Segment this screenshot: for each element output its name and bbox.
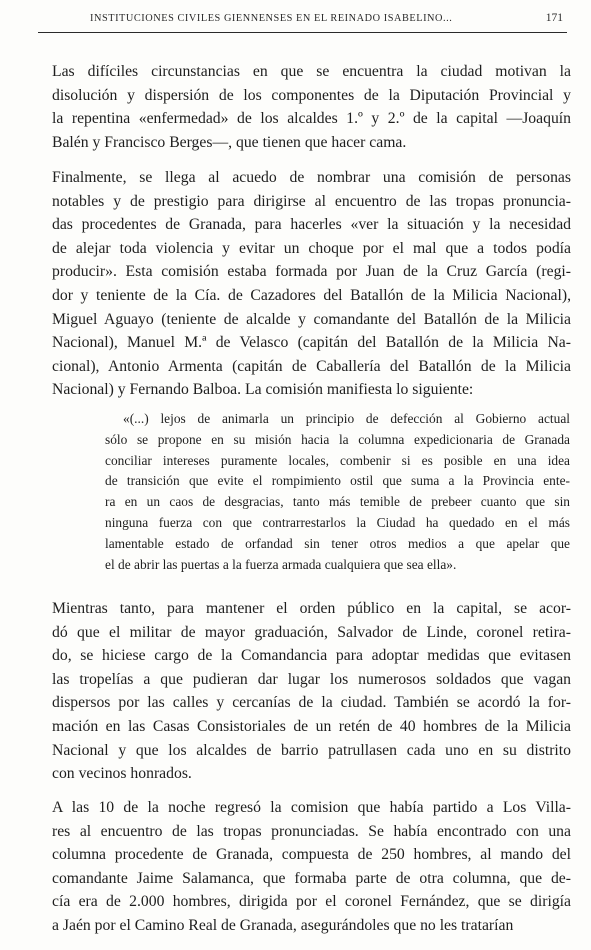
quote-line: de transición que evite el rompimiento ostil que suma a la Provincia ente- bbox=[105, 473, 570, 489]
text-line: de alejar toda violencia y evitar un choque por el mal que a todos podía bbox=[52, 239, 571, 257]
text-line: columna procedente de Granada, compuesta de 250 hombres, al mando del bbox=[52, 846, 571, 864]
text-line: Finalmente, se llega al acuedo de nombrar una comisión de personas bbox=[52, 169, 571, 186]
text-line: das procedentes de Granada, para hacerles «ver la situación y la necesidad bbox=[52, 216, 571, 234]
block-quote bbox=[105, 409, 570, 575]
text-line: la repentina «enfermedad» de los alcaldes 1.º y 2.º de la capital —Joaquín bbox=[52, 110, 571, 128]
text-line: mación en las Casas Consistoriales de un retén de 40 hombres de la Milicia bbox=[52, 717, 571, 735]
text-line: cional), Antonio Armenta (capitán de Caballería del Batallón de la Milicia bbox=[52, 357, 571, 375]
text-line: notables y de prestigio para dirigirse al encuentro de las tropas pronuncia- bbox=[52, 192, 571, 210]
text-line: a Jaén por el Camino Real de Granada, asegurándoles que no les tratarían bbox=[52, 916, 514, 934]
text-line: A las 10 de la noche regresó la comision que había partido a Los Villa- bbox=[52, 799, 571, 816]
quote-line: conciliar intereses puramente locales, combenir si es posible en una idea bbox=[105, 452, 570, 468]
text-line: comandante Jaime Salamanca, que formaba parte de otra columna, que de- bbox=[52, 869, 571, 887]
quote-line: «(...) lejos de animarla un principio de defección al Gobierno actual bbox=[123, 411, 570, 426]
text-line: Balén y Francisco Berges—, que tienen que hacer cama. bbox=[52, 133, 407, 151]
text-line: dor y teniente de la Cía. de Cazadores del Batallón de la Milicia Nacional), bbox=[52, 286, 571, 304]
text-line: Nacional) y Fernando Balboa. La comisión manifiesta lo siguiente: bbox=[52, 381, 474, 399]
text-line: disolución y dispersión de los componentes de la Diputación Provincial y bbox=[52, 86, 571, 104]
paragraph bbox=[40, 597, 571, 786]
text-line: do, se hiciese cargo de la Comandancia para adoptar medidas que evitasen bbox=[52, 647, 571, 665]
paragraph bbox=[40, 796, 571, 938]
text-line: las tropelías a que pudieran dar lugar los numerosos soldados que vagan bbox=[52, 670, 571, 688]
running-title: INSTITUCIONES CIVILES GIENNENSES EN EL REINADO ISABELINO... bbox=[90, 13, 453, 24]
text-line: producir». Esta comisión estaba formada por Juan de la Cruz García (regi- bbox=[52, 263, 571, 281]
quote-line: ninguna fuerza con que contrarrestarlos la Ciudad ha quedado en el más bbox=[105, 514, 570, 530]
text-line: cía era de 2.000 hombres, dirigida por el coronel Fernández, que se dirigía bbox=[52, 893, 571, 911]
paragraph bbox=[40, 60, 571, 154]
quote-line: sólo se propone en su misión hacia la columna expedicionaria de Granada bbox=[105, 431, 570, 447]
text-line: Nacional), Manuel M.ª de Velasco (capitán del Batallón de la Milicia Na- bbox=[52, 334, 571, 352]
text-line: dó que el militar de mayor graduación, Salvador de Linde, coronel retira- bbox=[52, 623, 571, 641]
text-line: con vecinos honrados. bbox=[52, 765, 192, 783]
text-line: dispersos por las calles y cercanías de la ciudad. También se acordó la for- bbox=[52, 694, 571, 712]
text-line: Miguel Aguayo (teniente de alcalde y comandante del Batallón de la Milicia bbox=[52, 310, 571, 328]
text-line: Mientras tanto, para mantener el orden público en la capital, se acor- bbox=[52, 600, 571, 617]
paragraph bbox=[40, 166, 571, 402]
quote-line: lamentable estado de orfandad sin tener otros medios a que apelar que bbox=[105, 535, 570, 551]
running-header bbox=[38, 6, 567, 33]
text-line: Nacional y que los alcaldes de barrio patrullasen cada uno en su distrito bbox=[52, 741, 571, 759]
quote-line: el de abrir las puertas a la fuerza armada cualquiera que sea ella». bbox=[105, 556, 457, 572]
quote-line: ra en un caos de desgracias, tanto más temible de prebeer cuanto que sin bbox=[105, 494, 570, 510]
page-number: 171 bbox=[545, 12, 563, 24]
text-line: res al encuentro de las tropas pronunciadas. Se había encontrado con una bbox=[52, 822, 571, 840]
text-line: Las difíciles circunstancias en que se encuentra la ciudad motivan la bbox=[52, 63, 571, 80]
